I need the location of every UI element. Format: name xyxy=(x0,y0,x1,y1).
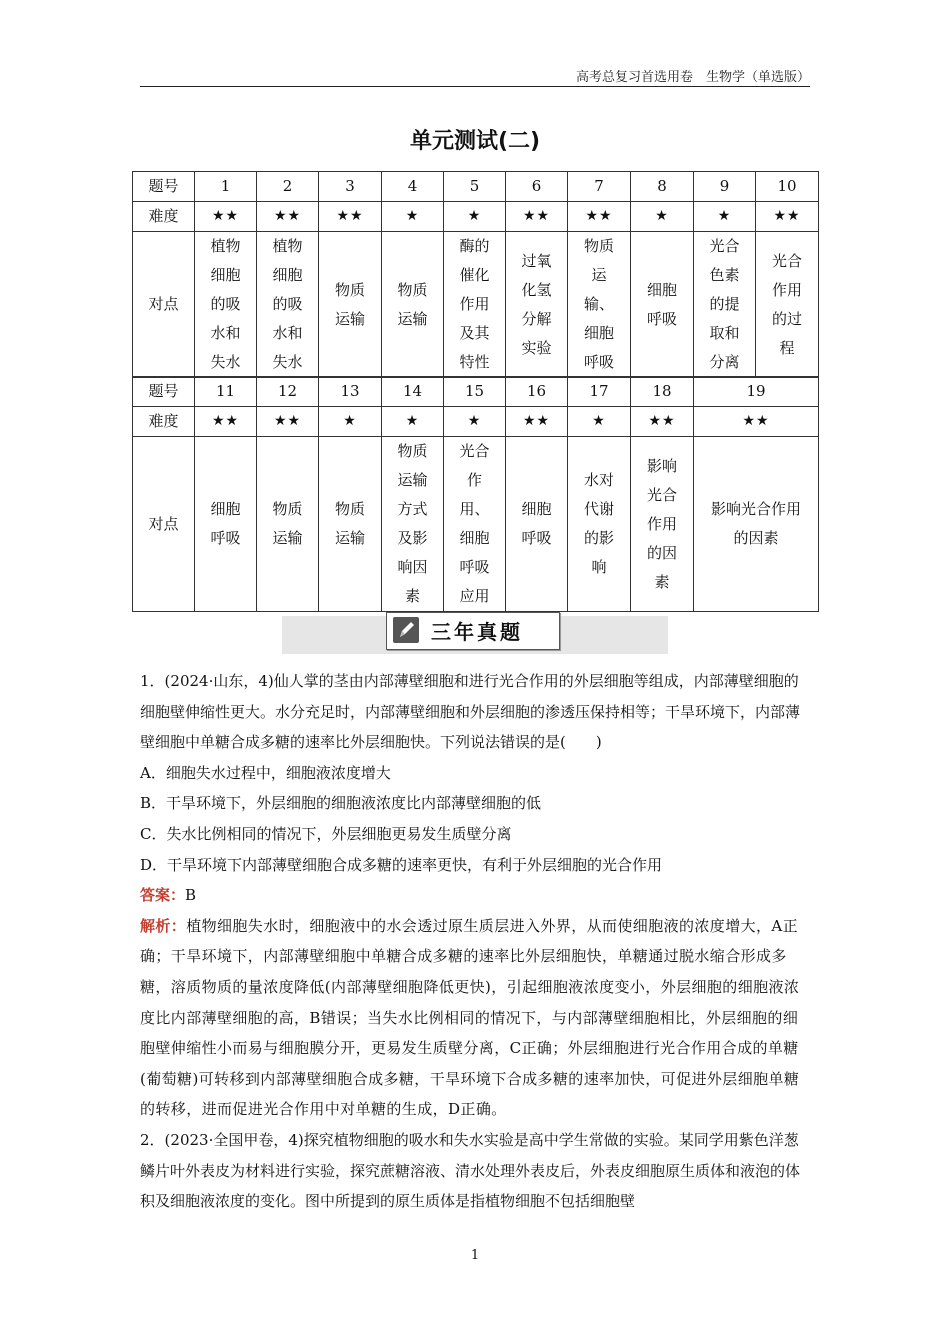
difficulty-stars-cell: ★ xyxy=(631,202,694,232)
question-number-cell: 10 xyxy=(756,172,819,202)
topic-line: 细胞 xyxy=(583,324,614,342)
topic-line: 植物 xyxy=(210,237,241,255)
difficulty-stars-cell: ★ xyxy=(444,407,506,437)
question-1-option-d: D．干旱环境下内部薄壁细胞合成多糖的速率更快，有利于外层细胞的光合作用 xyxy=(140,855,663,874)
difficulty-stars-cell: ★ xyxy=(444,202,506,232)
question-number-cell: 17 xyxy=(568,377,631,407)
topic-cell xyxy=(568,437,631,612)
topic-line: 及影 xyxy=(397,529,428,547)
topic-line: 应用 xyxy=(459,587,490,605)
topic-line: 的过 xyxy=(771,309,802,328)
topic-line: 光合 xyxy=(459,442,490,460)
running-header: 高考总复习首选用卷 生物学（单选版） xyxy=(575,70,810,85)
topic-line: 物质 xyxy=(272,500,303,518)
row-label-difficulty: 难度 xyxy=(133,202,195,232)
topic-line: 物质 xyxy=(397,280,428,299)
question-number-cell: 5 xyxy=(444,172,506,202)
difficulty-stars-cell: ★★ xyxy=(195,202,257,232)
section-banner-tag xyxy=(386,612,560,650)
topic-cell xyxy=(568,232,631,378)
topic-line: 取和 xyxy=(709,324,740,342)
topic-cell xyxy=(195,437,257,612)
topic-line: 失水 xyxy=(272,353,303,371)
topic-cell xyxy=(631,437,694,612)
topic-line: 物质 xyxy=(397,442,428,460)
row-label-difficulty: 难度 xyxy=(133,407,195,437)
difficulty-table-2 xyxy=(132,376,819,612)
question-1-option-b: B．干旱环境下，外层细胞的细胞液浓度比内部薄壁细胞的低 xyxy=(140,794,542,813)
difficulty-stars-cell: ★ xyxy=(694,202,756,232)
topic-line: 光合 xyxy=(709,237,740,255)
difficulty-stars-cell: ★★ xyxy=(319,202,382,232)
difficulty-stars-cell: ★★ xyxy=(506,202,568,232)
question-number-cell: 9 xyxy=(694,172,756,202)
topic-line: 程 xyxy=(779,338,795,357)
topic-cell xyxy=(694,232,756,378)
question-number-cell: 14 xyxy=(382,377,444,407)
topic-line: 素 xyxy=(654,572,670,591)
topic-line: 作 xyxy=(466,471,482,489)
topic-cell xyxy=(444,437,506,612)
topic-line: 的提 xyxy=(709,295,740,313)
topic-line: 呼吸 xyxy=(521,529,552,547)
topic-line: 影响光合作用 xyxy=(710,500,801,518)
difficulty-stars-cell: ★★ xyxy=(195,407,257,437)
analysis-label: 解析： xyxy=(140,916,187,935)
analysis-text: 植物细胞失水时，细胞液中的水会透过原生质层进入外界，从而使细胞液的浓度增大，A正确；干旱环境下，内部薄壁细胞中单糖合成多糖的速率比外层细胞快，单糖通过脱水缩合形成多糖，溶质物质的量浓度降低(内部薄壁细胞降低更快)，引起细胞液浓度变小，外层细胞的细胞液浓度比内部薄壁细胞的高，B错误；当失水比例相同的情况下，与内部薄壁细胞相比，外层细胞的细胞壁伸缩性小而易与细胞膜分开，更易发生质壁分离，C正确；外层细胞进行光合作用合成的单糖(葡萄糖)可转移到内部薄壁细胞合成多糖，干旱环境下合成多糖的速率加快，可促进外层细胞单糖的转移，进而促进光合作用中对单糖的生成，D正确。 xyxy=(140,916,800,1119)
question-1-option-a: A．细胞失水过程中，细胞液浓度增大 xyxy=(140,763,391,782)
question-number-cell: 13 xyxy=(319,377,382,407)
difficulty-stars-cell: ★★ xyxy=(257,202,319,232)
topic-line: 代谢 xyxy=(583,500,614,518)
topic-line: 运输 xyxy=(397,309,428,328)
topic-line: 的影 xyxy=(583,529,614,547)
topic-line: 运 xyxy=(591,266,607,284)
pencil-icon xyxy=(391,615,421,645)
topic-line: 物质 xyxy=(583,237,614,255)
page-title: 单元测试(二) xyxy=(409,129,541,154)
topic-cell xyxy=(506,232,568,378)
topic-cell xyxy=(319,232,382,378)
row-label-topic: 对点 xyxy=(133,232,195,378)
question-number-cell: 18 xyxy=(631,377,694,407)
question-number-cell: 15 xyxy=(444,377,506,407)
topic-line: 的吸 xyxy=(210,295,241,313)
topic-line: 呼吸 xyxy=(459,558,490,576)
topic-cell xyxy=(444,232,506,378)
question-number-cell: 7 xyxy=(568,172,631,202)
difficulty-table-1 xyxy=(132,171,819,378)
row-label-number: 题号 xyxy=(133,377,195,407)
topic-cell xyxy=(319,437,382,612)
question-1-option-c: C．失水比例相同的情况下，外层细胞更易发生质壁分离 xyxy=(140,824,512,843)
topic-line: 运输 xyxy=(272,529,303,547)
topic-line: 化氢 xyxy=(521,280,552,299)
difficulty-stars-cell: ★★ xyxy=(568,202,631,232)
topic-line: 的因 xyxy=(646,543,677,562)
topic-line: 色素 xyxy=(709,266,740,284)
topic-line: 水和 xyxy=(272,324,303,342)
topic-line: 呼吸 xyxy=(646,309,677,328)
topic-line: 的因素 xyxy=(733,529,779,547)
topic-cell xyxy=(631,232,694,378)
question-number-cell: 4 xyxy=(382,172,444,202)
difficulty-stars-cell: ★★ xyxy=(631,407,694,437)
topic-line: 水和 xyxy=(210,324,241,342)
topic-line: 影响 xyxy=(646,456,677,475)
topic-cell xyxy=(195,232,257,378)
answer-value: B xyxy=(185,886,197,905)
topic-line: 水对 xyxy=(583,471,614,489)
difficulty-stars-cell: ★ xyxy=(319,407,382,437)
question-1 xyxy=(140,666,812,1217)
topic-cell xyxy=(756,232,819,378)
topic-cell xyxy=(257,232,319,378)
topic-line: 方式 xyxy=(397,500,428,518)
topic-line: 输、 xyxy=(583,295,614,313)
topic-cell xyxy=(506,437,568,612)
difficulty-stars-cell: ★★ xyxy=(506,407,568,437)
topic-line: 物质 xyxy=(334,280,365,299)
question-2-stem: 2．(2023·全国甲卷，4)探究植物细胞的吸水和失水实验是高中学生常做的实验。某同学用紫色洋葱鳞片叶外表皮为材料进行实验，探究蔗糖溶液、清水处理外表皮后，外表皮细胞原生质体和液泡的体积及细胞液浓度的变化。图中所提到的原生质体是指植物细胞不包括细胞壁 xyxy=(140,1130,801,1211)
row-label-topic: 对点 xyxy=(133,437,195,612)
topic-line: 酶的 xyxy=(459,237,490,255)
question-number-cell: 12 xyxy=(257,377,319,407)
question-number-cell: 11 xyxy=(195,377,257,407)
topic-line: 分离 xyxy=(709,353,740,371)
difficulty-stars-cell: ★ xyxy=(568,407,631,437)
topic-line: 过氧 xyxy=(521,251,552,270)
question-number-cell: 19 xyxy=(694,377,819,407)
topic-line: 细胞 xyxy=(646,280,677,299)
topic-line: 失水 xyxy=(210,353,241,371)
topic-cell xyxy=(382,232,444,378)
difficulty-stars-cell: ★★ xyxy=(694,407,819,437)
difficulty-stars-cell: ★ xyxy=(382,407,444,437)
topic-line: 运输 xyxy=(334,529,365,547)
topic-line: 植物 xyxy=(272,237,303,255)
question-number-cell: 1 xyxy=(195,172,257,202)
topic-line: 响因 xyxy=(397,558,428,576)
section-banner-title: 三年真题 xyxy=(431,620,523,644)
topic-line: 物质 xyxy=(334,500,365,518)
topic-line: 细胞 xyxy=(210,266,241,284)
difficulty-stars-cell: ★★ xyxy=(756,202,819,232)
topic-line: 及其 xyxy=(459,324,490,342)
header-rule xyxy=(140,86,810,87)
topic-line: 呼吸 xyxy=(210,529,241,547)
topic-line: 细胞 xyxy=(272,266,303,284)
question-1-answer xyxy=(140,880,812,911)
topic-cell xyxy=(257,437,319,612)
topic-line: 光合 xyxy=(646,485,677,504)
topic-line: 响 xyxy=(591,558,607,576)
topic-line: 细胞 xyxy=(210,500,241,518)
topic-line: 催化 xyxy=(459,266,490,284)
topic-line: 呼吸 xyxy=(583,353,614,371)
question-1-analysis xyxy=(140,911,812,1125)
difficulty-stars-cell: ★★ xyxy=(257,407,319,437)
topic-line: 分解 xyxy=(521,309,552,328)
topic-line: 实验 xyxy=(521,338,552,357)
row-label-number: 题号 xyxy=(133,172,195,202)
topic-line: 细胞 xyxy=(459,529,490,547)
answer-label: 答案： xyxy=(140,886,186,905)
topic-cell xyxy=(382,437,444,612)
question-1-stem: 1．(2024·山东，4)仙人掌的茎由内部薄壁细胞和进行光合作用的外层细胞等组成，内部薄壁细胞的细胞壁伸缩性更大。水分充足时，内部薄壁细胞和外层细胞的渗透压保持相等；干旱环境下，内部薄壁细胞中单糖合成多糖的速率比外层细胞快。下列说法错误的是( ) xyxy=(140,672,801,752)
question-number-cell: 16 xyxy=(506,377,568,407)
question-number-cell: 3 xyxy=(319,172,382,202)
topic-line: 运输 xyxy=(397,471,428,489)
topic-line: 细胞 xyxy=(521,500,552,518)
topic-line: 特性 xyxy=(459,353,490,371)
topic-line: 作用 xyxy=(771,280,802,299)
topic-line: 作用 xyxy=(459,295,490,313)
topic-cell xyxy=(694,437,819,612)
question-number-cell: 8 xyxy=(631,172,694,202)
question-number-cell: 2 xyxy=(257,172,319,202)
page-number: 1 xyxy=(470,1248,480,1263)
topic-line: 作用 xyxy=(646,514,677,533)
question-number-cell: 6 xyxy=(506,172,568,202)
topic-line: 素 xyxy=(404,587,420,605)
topic-line: 运输 xyxy=(334,309,365,328)
difficulty-stars-cell: ★ xyxy=(382,202,444,232)
topic-line: 用、 xyxy=(459,500,490,518)
topic-line: 光合 xyxy=(771,251,802,270)
topic-line: 的吸 xyxy=(272,295,303,313)
